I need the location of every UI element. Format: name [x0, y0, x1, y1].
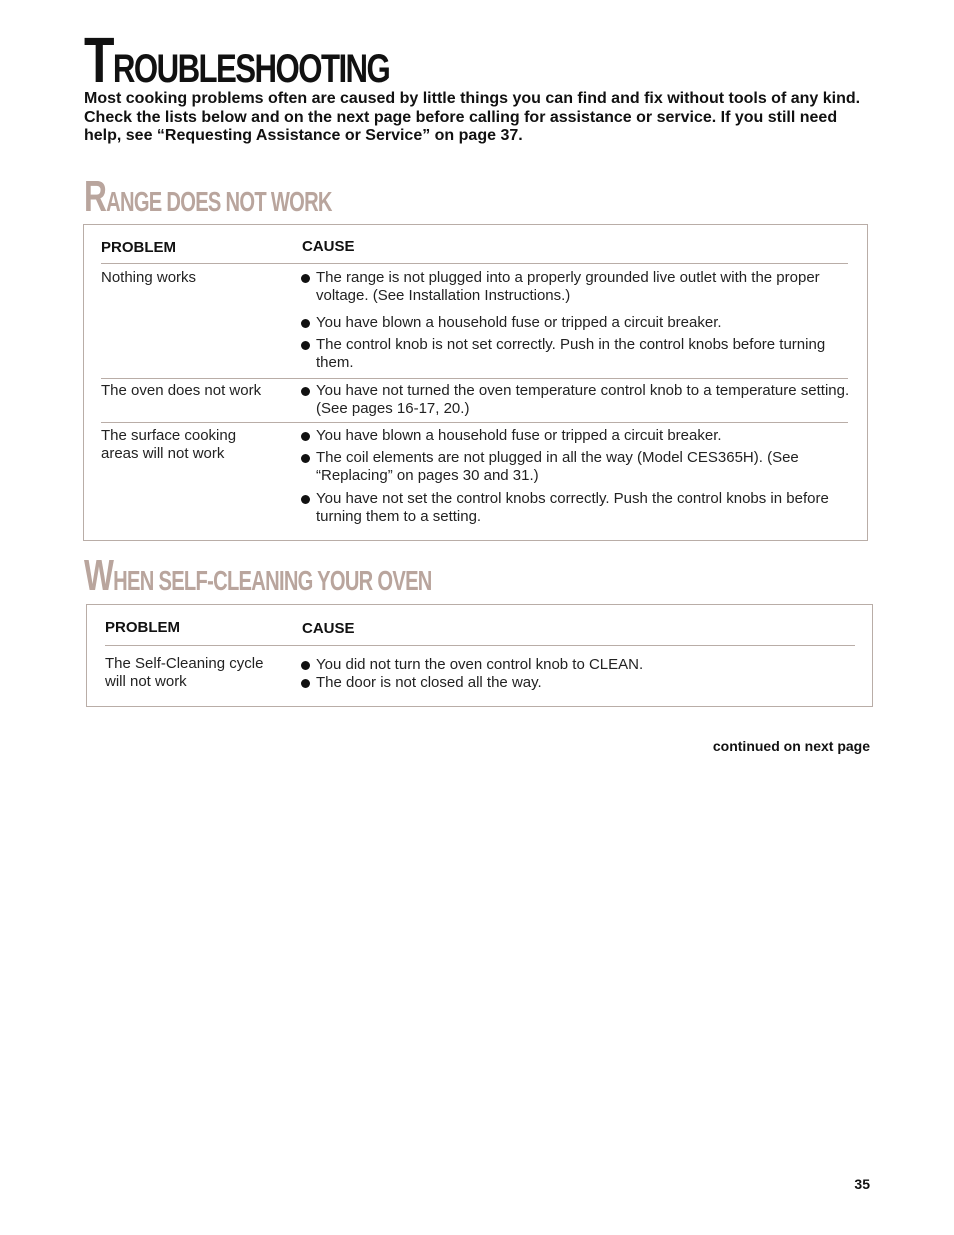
bullet-icon: [301, 495, 310, 504]
cause-text: You have not set the control knobs correctly. Push the control knobs in before turning them to a setting.: [316, 490, 829, 525]
section-title-rest: HEN SELF-CLEANING YOUR OVEN: [113, 565, 432, 596]
page-title-initial: T: [84, 24, 113, 96]
problem-cell: Nothing works: [101, 269, 197, 286]
section-title-self-cleaning: [84, 553, 432, 604]
intro-paragraph: Most cooking problems often are caused by little things you can find and fix without tools of any kind. Check the lists below and on the next page before calling for assistance or service. If you still need help, see “Requesting Assistance or Service” on page 37.: [84, 90, 861, 144]
cause-text: The coil elements are not plugged in all the way (Model CES365H). (See “Replacing” on pages 30 and 31.): [316, 449, 799, 484]
bullet-icon: [301, 387, 310, 396]
col-header-problem: PROBLEM: [101, 239, 176, 256]
page-title-rest: ROUBLESHOOTING: [112, 47, 390, 91]
section-title-range-does-not-work: [84, 174, 332, 225]
bullet-icon: [301, 319, 310, 328]
cause-item: [316, 269, 861, 305]
cause-item: [316, 656, 856, 674]
bullet-icon: [301, 661, 310, 670]
cause-item: [316, 674, 856, 692]
cause-item: [316, 490, 861, 526]
page-number: 35: [854, 1176, 870, 1192]
header-divider: [101, 263, 848, 264]
cause-item: [316, 427, 861, 445]
col-header-cause: CAUSE: [302, 620, 355, 637]
range-problems-table: [83, 224, 868, 541]
header-divider: [105, 645, 855, 646]
continued-note: continued on next page: [712, 738, 870, 754]
cause-text: You have blown a household fuse or tripped a circuit breaker.: [316, 427, 722, 444]
cause-item: [316, 336, 861, 372]
bullet-icon: [301, 679, 310, 688]
self-cleaning-problems-table: [86, 604, 873, 707]
row-divider: [101, 378, 848, 379]
problem-cell: The surface cooking areas will not work: [101, 427, 237, 462]
section-title-initial: R: [84, 172, 107, 221]
row-divider: [101, 422, 848, 423]
problem-cell: The oven does not work: [101, 382, 262, 399]
section-title-rest: ANGE DOES NOT WORK: [106, 186, 332, 217]
section-title-initial: W: [84, 551, 114, 600]
cause-text: You have blown a household fuse or tripped a circuit breaker.: [316, 314, 722, 331]
bullet-icon: [301, 454, 310, 463]
col-header-cause: CAUSE: [302, 238, 355, 255]
cause-text: The door is not closed all the way.: [316, 674, 542, 691]
cause-item: [316, 382, 861, 418]
cause-text: You have not turned the oven temperature control knob to a temperature setting. (See pages 16-17, 20.): [316, 382, 850, 417]
col-header-problem: PROBLEM: [105, 619, 180, 636]
bullet-icon: [301, 341, 310, 350]
cause-text: You did not turn the oven control knob to CLEAN.: [316, 656, 644, 673]
cause-text: The range is not plugged into a properly grounded live outlet with the proper voltage. (See Installation Instructions.): [316, 269, 820, 304]
bullet-icon: [301, 432, 310, 441]
bullet-icon: [301, 274, 310, 283]
problem-cell: The Self-Cleaning cycle will not work: [105, 655, 264, 690]
cause-text: The control knob is not set correctly. Push in the control knobs before turning them.: [316, 336, 826, 371]
cause-item: [316, 449, 861, 485]
cause-item: [316, 314, 861, 332]
